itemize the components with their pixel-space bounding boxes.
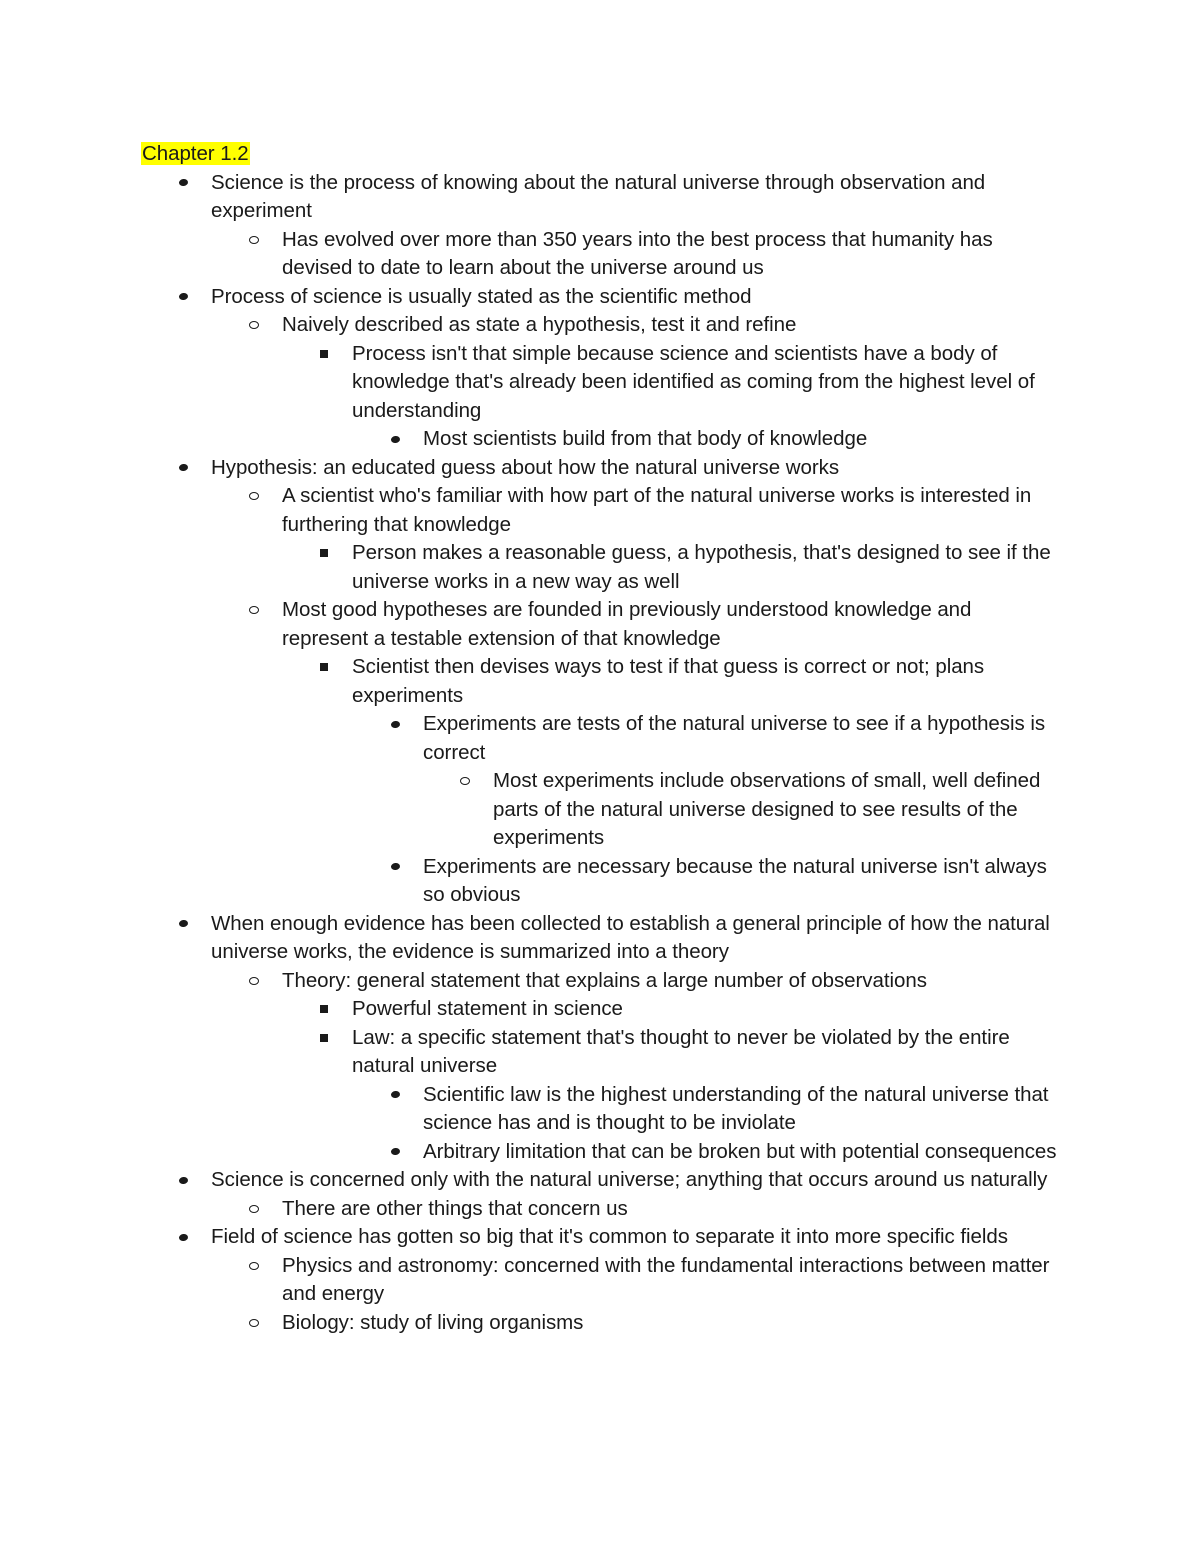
list-item-text: Experiments are tests of the natural universe to see if a hypothesis is correct bbox=[423, 712, 1046, 764]
disc-bullet-icon bbox=[385, 1081, 405, 1110]
list-item-text: Most good hypotheses are founded in previously understood knowledge and represent a testable extension of that knowledge bbox=[282, 598, 972, 650]
bullet-list bbox=[0, 169, 1200, 1338]
list-item-text: Hypothesis: an educated guess about how the natural universe works bbox=[211, 455, 840, 479]
chapter-heading bbox=[141, 140, 250, 169]
list-item-text: There are other things that concern us bbox=[282, 1196, 628, 1220]
circle-bullet-icon bbox=[244, 967, 264, 996]
list-item bbox=[0, 1223, 1200, 1252]
list-item-text: Biology: study of living organisms bbox=[282, 1310, 584, 1334]
list-item bbox=[0, 169, 1200, 226]
disc-bullet-icon bbox=[173, 910, 193, 939]
list-item bbox=[0, 311, 1200, 340]
list-item bbox=[0, 1195, 1200, 1224]
list-item-text: Process of science is usually stated as the scientific method bbox=[211, 284, 752, 308]
list-item bbox=[0, 653, 1200, 710]
square-bullet-icon bbox=[314, 653, 334, 682]
square-bullet-icon bbox=[314, 539, 334, 568]
square-bullet-icon bbox=[314, 1024, 334, 1053]
list-item-text: Science is concerned only with the natural universe; anything that occurs around us naturally bbox=[211, 1168, 1048, 1191]
list-item-text: Scientific law is the highest understanding of the natural universe that science has and is thought to be inviolate bbox=[423, 1082, 1049, 1134]
circle-bullet-icon bbox=[244, 1195, 264, 1224]
list-item bbox=[0, 596, 1200, 653]
list-item bbox=[0, 1252, 1200, 1309]
disc-bullet-icon bbox=[173, 1223, 193, 1252]
disc-bullet-icon bbox=[385, 710, 405, 739]
list-item bbox=[0, 853, 1200, 910]
disc-bullet-icon bbox=[173, 454, 193, 483]
list-item bbox=[0, 482, 1200, 539]
list-item bbox=[0, 995, 1200, 1024]
circle-bullet-icon bbox=[244, 226, 264, 255]
list-item-text: Experiments are necessary because the natural universe isn't always so obvious bbox=[423, 854, 1047, 906]
list-item bbox=[0, 1166, 1200, 1195]
disc-bullet-icon bbox=[385, 1138, 405, 1167]
list-item-text: Person makes a reasonable guess, a hypothesis, that's designed to see if the universe works in a new way as well bbox=[352, 541, 1051, 593]
disc-bullet-icon bbox=[385, 853, 405, 882]
list-item-text: When enough evidence has been collected to establish a general principle of how the natural universe works, the evidence is summarized into a theory bbox=[211, 911, 1050, 963]
list-item-text: Law: a specific statement that's thought to never be violated by the entire natural universe bbox=[352, 1025, 1010, 1077]
disc-bullet-icon bbox=[173, 1166, 193, 1195]
list-item-text: Powerful statement in science bbox=[352, 997, 623, 1020]
list-item-text: Field of science has gotten so big that it's common to separate it into more specific fields bbox=[211, 1225, 1008, 1248]
square-bullet-icon bbox=[314, 995, 334, 1024]
list-item bbox=[0, 340, 1200, 426]
list-item bbox=[0, 1024, 1200, 1081]
list-item-text: Process isn't that simple because science and scientists have a body of knowledge that's already been identified as coming from the highest level of understanding bbox=[352, 341, 1035, 422]
list-item bbox=[0, 710, 1200, 767]
list-item bbox=[0, 1309, 1200, 1338]
list-item-text: Scientist then devises ways to test if that guess is correct or not; plans experiments bbox=[352, 655, 985, 707]
list-item bbox=[0, 1138, 1200, 1167]
disc-bullet-icon bbox=[385, 425, 405, 454]
circle-bullet-icon bbox=[244, 482, 264, 511]
list-item bbox=[0, 967, 1200, 996]
list-item-text: Most scientists build from that body of knowledge bbox=[423, 427, 868, 450]
list-item-text: Naively described as state a hypothesis, test it and refine bbox=[282, 313, 797, 336]
circle-bullet-icon bbox=[244, 1252, 264, 1281]
list-item-text: Arbitrary limitation that can be broken but with potential consequences bbox=[423, 1139, 1057, 1163]
disc-bullet-icon bbox=[173, 283, 193, 312]
list-item bbox=[0, 767, 1200, 853]
circle-bullet-icon bbox=[455, 767, 475, 796]
list-item bbox=[0, 454, 1200, 483]
circle-bullet-icon bbox=[244, 311, 264, 340]
list-item bbox=[0, 226, 1200, 283]
list-item bbox=[0, 283, 1200, 312]
list-item-text: Has evolved over more than 350 years into the best process that humanity has devised to date to learn about the universe around us bbox=[282, 227, 993, 279]
list-item-text: Physics and astronomy: concerned with the fundamental interactions between matter and energy bbox=[282, 1253, 1050, 1305]
circle-bullet-icon bbox=[244, 596, 264, 625]
list-item-text: Most experiments include observations of small, well defined parts of the natural universe designed to see results of the experiments bbox=[493, 769, 1041, 849]
list-item bbox=[0, 1081, 1200, 1138]
chapter-heading-text: Chapter 1.2 bbox=[142, 142, 249, 165]
circle-bullet-icon bbox=[244, 1309, 264, 1338]
list-item bbox=[0, 910, 1200, 967]
list-item bbox=[0, 425, 1200, 454]
list-item bbox=[0, 539, 1200, 596]
disc-bullet-icon bbox=[173, 169, 193, 198]
list-item-text: Theory: general statement that explains a large number of observations bbox=[282, 968, 927, 992]
square-bullet-icon bbox=[314, 340, 334, 369]
list-item-text: A scientist who's familiar with how part of the natural universe works is interested in furthering that knowledge bbox=[282, 484, 1032, 536]
list-item-text: Science is the process of knowing about the natural universe through observation and experiment bbox=[211, 170, 986, 222]
